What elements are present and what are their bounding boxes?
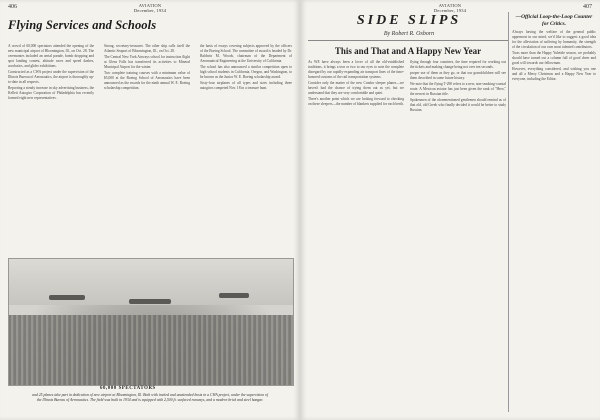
paragraph: Consider only the matter of the new Condor sleeper planes—we haven't had the chance of trying them out as yet, but we understand that they are very comfortable and quiet. <box>308 81 404 95</box>
photo-caption-title: 60,000 SPECTATORS <box>100 386 156 391</box>
paragraph: Two complete training courses with a minimum value of $5,000 at the Boeing School of Aeronautics have been announced as the awards for the ninth annual W. E. Boeing scholarship competition. <box>104 71 190 90</box>
article-subtitle: This and That and A Happy New Year <box>334 46 482 56</box>
paragraph: Twas more than the Happy Yuletide season, we probably should have turned out a column full of good cheer and good will towards our fellowman. <box>512 51 596 65</box>
paragraph: Spokesmen of the aforementioned gentlemen should remind us of that old, old Greek who finally decided it would be better to study Russian. <box>410 98 506 112</box>
paragraph: proper use of them as they go, or that our grandchildren will see them described in some future history. <box>410 71 506 80</box>
running-head-left <box>125 3 175 13</box>
paragraph: Strong, secretary-treasurer. The other ship calls itself the Atlantic Seaport of Bloomington, Ill., on Oct. 28. <box>104 44 190 53</box>
paragraph: However, everything considered, and wishing you one and all a Merry Christmas and a Happy New Year to everyone, including the Editor. <box>512 67 596 81</box>
paragraph: As WE have always been a lover of all the old-established traditions, it brings a tear or two to our eyes to note the complete disregard by our rapidly-expanding air transport lines of the time-honored customs of the rail transportation systems. <box>308 60 404 79</box>
paragraph: the basis of essays covering subjects approved by the officers of the Boeing School. The committee of award is headed by Dr. Baldwin M. Woods, chairman of the Department of Aeronautical Engineering at the University of California. <box>200 44 292 63</box>
paragraph: There's another point which we are looking forward to checking on these sleepers—the number of blankets supplied for each berth. <box>308 97 404 106</box>
sidebar-column <box>512 14 596 83</box>
section-title: Flying Services and Schools <box>8 18 157 32</box>
paragraph: Constructed as a CWA project under the supervision of the Illinois Bureau of Aeronautics, the airport is thoroughly up-to-date in all respects. <box>8 70 94 84</box>
paragraph: The Central New York Airways school for instruction flight at Glens Falls has transferred its activities to Mineral Municipal Airport for the winter. <box>104 55 190 69</box>
airplane-silhouette <box>219 293 249 298</box>
paragraph: We note that the flying T-290 refers to a new, non-smoking-coastal route. A Mexican aviator has just been given the rank of "Hero," the newest in Russian title. <box>410 82 506 96</box>
paragraph: A crowd of 60,000 spectators attended the opening of the new municipal airport of Bloomington, Ill., on Oct. 28. The ceremonies included an aerial parade, bomb dropping and spot landing contest, altitude races and speed dashes, acrobatics, and glider exhibitions. <box>8 44 94 68</box>
paragraph: The school has also announced a similar competition open to high school students in California, Oregon, and Washington, to be known as the Junior W. E. Boeing scholarship award. <box>200 65 292 79</box>
page-number-left: 406 <box>8 4 17 10</box>
paragraph: Reporting a steady increase in sky advertising business, the Kellett Autogiro Corporation of Philadelphia has recently formed eight new representatives. <box>8 86 94 100</box>
running-head-date: December, 1934 <box>433 8 467 13</box>
article-column-2 <box>410 60 506 114</box>
running-head-magazine: AVIATION <box>138 3 162 8</box>
article-column-3 <box>200 44 292 92</box>
running-head-date: December, 1934 <box>133 8 167 13</box>
photo-caption: and 25 planes take part in dedication of new airport at Bloomington, Ill. Both with invited and unattended hosts in a CWA project, under the supervision of the Illinois Bureau of Aeronautics. The field was built in 1934 and is equipped with 2,500 ft. surfaced runways, and a modern brick and steel hangar. <box>32 393 268 402</box>
column-divider <box>508 12 509 412</box>
title-divider <box>308 40 508 41</box>
byline: By Robert R. Osborn <box>383 31 435 37</box>
crowd-photo <box>8 258 294 386</box>
paragraph: Always having the welfare of the general public uppermost in our mind, we'd like to suggest a good idea for the alleviation of suffering by humanity, the strength of the circulation of our own most talented contributors. <box>512 30 596 49</box>
article-column-1 <box>308 60 404 108</box>
running-head-right <box>425 3 475 13</box>
photo-crowd <box>9 315 293 385</box>
right-page <box>300 0 600 420</box>
airplane-silhouette <box>49 295 85 300</box>
airplane-silhouette <box>129 299 171 304</box>
sidebar-title: —Official Loop-the-Loop Counter for Critics. <box>515 14 593 27</box>
paragraph: flying through four countries, the time required for working out the tickets and making change being not over ten seconds. <box>410 60 506 69</box>
paragraph: Sixty-four airplanes of all types and sizes including three autogiros competed Nov. 18 in a treasure hunt. <box>200 81 292 90</box>
running-head-magazine: AVIATION <box>438 3 462 8</box>
page-number-right: 407 <box>583 4 592 10</box>
column-title: SIDE SLIPS <box>356 13 462 28</box>
article-column-1 <box>8 44 94 102</box>
article-column-2 <box>104 44 190 92</box>
